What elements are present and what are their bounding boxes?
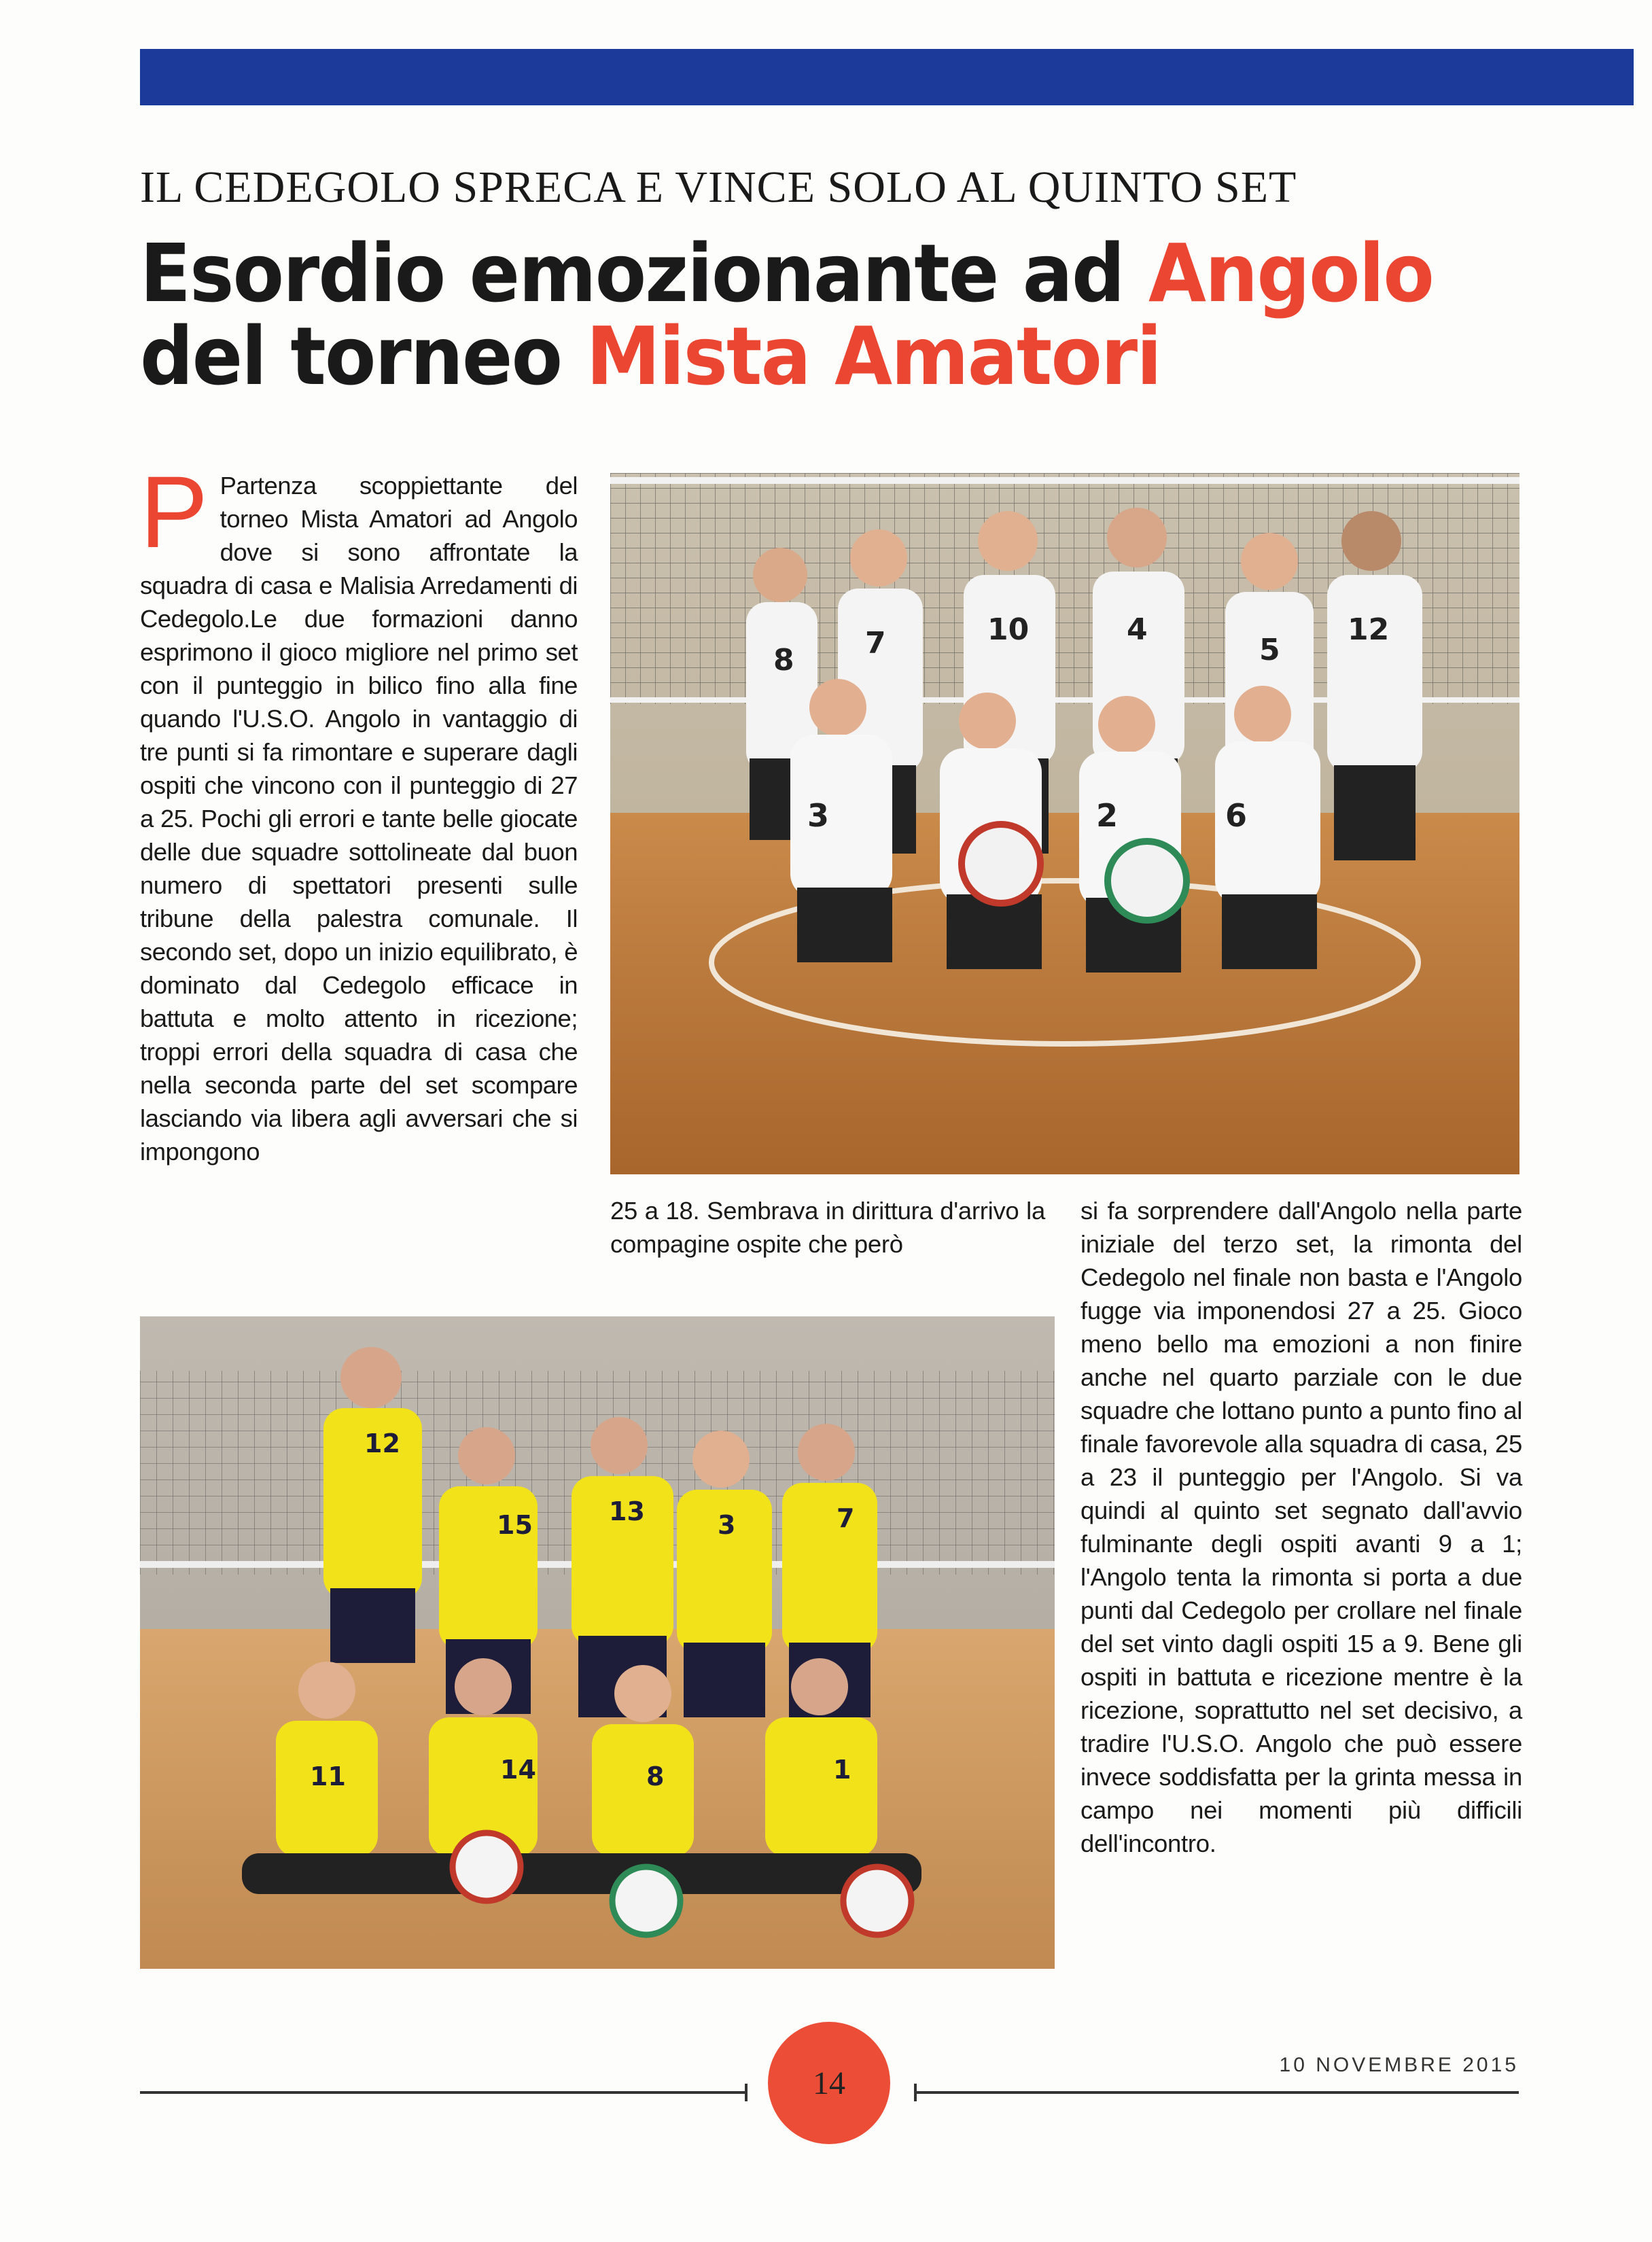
headline-part-2: del torneo xyxy=(140,309,586,403)
article-kicker: IL CEDEGOLO SPRECA E VINCE SOLO AL QUINTO SET xyxy=(140,162,1297,212)
jersey-number: 11 xyxy=(310,1762,346,1791)
team-photo-white-jerseys xyxy=(610,473,1519,1174)
article-column-3: si fa sorprendere dall'Angolo nella parte iniziale del terzo set, la rimonta del Cedegolo nel finale non basta e l'Angolo fugge via imponendosi 27 a 25. Gioco meno bello ma emozioni a non finire anche nel quarto parziale con le due squadre che lottano punto a punto fino al finale favorevole alla squadra di casa, 25 a 23 il punteggio per l'Angolo. Si va quindi al quinto set segnato dall'avvio fulminante degli ospiti avanti 9 a 1; l'Angolo tenta la rimonta si porta a due punti dal Cedegolo per crollare nel finale del set vinto dagli ospiti 15 a 9. Bene gli ospiti in battuta e ricezione mentre è la ricezione, soprattutto nel set decisivo, a tradire l'U.S.O. Angolo che può essere invece soddisfatta per la grinta messa in campo nei momenti più difficili dell'incontro. xyxy=(1080,1197,1522,1857)
article-headline xyxy=(140,226,1499,403)
team-photo-yellow-jerseys xyxy=(140,1316,1055,1969)
jersey-number: 14 xyxy=(500,1755,536,1785)
footer-rule-right xyxy=(914,2091,1519,2094)
page-number-badge xyxy=(768,2022,890,2144)
jersey-number: 1 xyxy=(833,1755,851,1785)
headline-part-1: Esordio emozionante ad xyxy=(140,226,1149,320)
article-column-1 xyxy=(140,455,578,1168)
jersey-number: 15 xyxy=(497,1510,533,1540)
column-1-text: Partenza scoppiettante del torneo Mista Amatori ad Angolo dove si sono affrontate la squadra di casa e Malisia Arredamenti di Cedegolo.Le due formazioni danno esprimono il gioco migliore nel primo set con il punteggio in bilico fino alla fine quando l'U.S.O. Angolo in vantaggio di tre punti si fa rimontare e superare dagli ospiti che vincono con il punteggio di 27 a 25. Pochi gli errori e tante belle giocate delle due squadre sottolineate dal buon numero di spettatori presenti sulle tribune della palestra comunale. Il secondo set, dopo un inizio equilibrato, è dominato dal Cedegolo efficace in battuta e molto attento in ricezione; troppi errori della squadra di casa che nella seconda parte del set scompare lasciando via libera agli avversari che si impongono xyxy=(140,472,578,1166)
jersey-number: 4 xyxy=(1127,612,1148,647)
headline-accent-angolo: Angolo xyxy=(1148,226,1433,320)
jersey-number: 10 xyxy=(987,612,1030,647)
footer-rule-right-tick xyxy=(914,2084,917,2101)
jersey-number: 2 xyxy=(1096,797,1119,834)
jersey-number: 3 xyxy=(807,797,830,834)
footer-rule-left-tick xyxy=(745,2084,748,2101)
jersey-number: 3 xyxy=(718,1510,736,1540)
article-column-2: 25 a 18. Sembrava in dirittura d'arrivo la compagine ospite che però xyxy=(610,1197,1045,1258)
issue-date: 10 NOVEMBRE 2015 xyxy=(1279,2054,1519,2076)
jersey-number: 12 xyxy=(364,1429,400,1458)
page-number: 14 xyxy=(813,2065,845,2101)
jersey-number: 8 xyxy=(646,1762,665,1791)
jersey-number: 7 xyxy=(865,626,886,661)
jersey-number: 13 xyxy=(609,1496,645,1526)
headline-accent-mista-amatori: Mista Amatori xyxy=(586,309,1161,403)
jersey-number: 5 xyxy=(1259,633,1280,667)
top-color-bar xyxy=(140,49,1634,105)
footer-rule-left xyxy=(140,2091,748,2094)
drop-cap: P xyxy=(140,455,208,569)
jersey-number: 6 xyxy=(1225,797,1248,834)
jersey-number: 7 xyxy=(837,1503,855,1533)
jersey-number: 12 xyxy=(1348,612,1390,647)
jersey-number: 8 xyxy=(773,643,794,678)
